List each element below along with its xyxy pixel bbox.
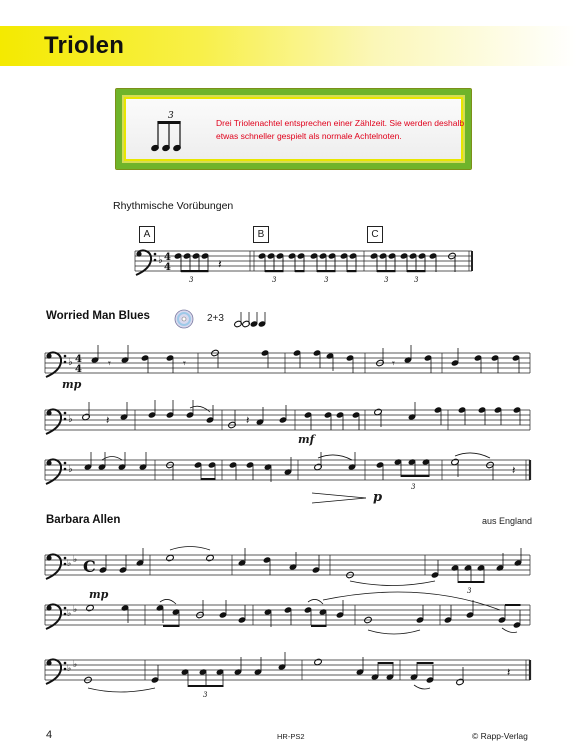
info-text: Drei Triolenachtel entsprechen einer Zählzeit. Sie werden deshalb etwas schneller gespielt als normale Achtelnoten.	[216, 118, 465, 141]
exercise-label-a: A	[139, 226, 155, 243]
dynamic-mf: mf	[298, 433, 315, 446]
dynamic-mp: mp	[62, 378, 82, 391]
barbara-staff-3	[45, 652, 530, 699]
svg-text:♭: ♭	[68, 357, 73, 368]
exercise-label-b: B	[253, 226, 269, 243]
svg-text:4: 4	[164, 252, 171, 263]
svg-text:♭: ♭	[158, 255, 163, 266]
svg-text:3: 3	[203, 691, 208, 699]
exercise-label-c: C	[367, 226, 383, 243]
svg-text:3: 3	[414, 276, 419, 284]
svg-text:C: C	[83, 557, 96, 576]
dynamic-p: p	[373, 490, 383, 505]
count-in-notes	[234, 312, 267, 328]
svg-text:3: 3	[272, 276, 277, 284]
svg-text:♭: ♭	[67, 664, 72, 674]
worried-staff-3	[45, 452, 530, 503]
exercise-b-notes	[258, 252, 358, 284]
exercise-staff	[135, 250, 472, 284]
svg-text:𝄽: 𝄽	[218, 257, 222, 271]
svg-text:3: 3	[189, 276, 194, 284]
svg-text:♭: ♭	[68, 464, 73, 475]
svg-text:3: 3	[384, 276, 389, 284]
svg-text:𝄽: 𝄽	[507, 666, 511, 679]
publisher: © Rapp-Verlag	[472, 731, 528, 741]
barbara-staff-2-notes	[86, 592, 522, 634]
svg-text:𝄽: 𝄽	[106, 414, 110, 427]
triplet-number: 3	[168, 111, 174, 121]
svg-text:𝄾: 𝄾	[183, 357, 186, 370]
dynamic-mp-barbara: mp	[89, 588, 109, 601]
svg-text:♭: ♭	[67, 609, 72, 619]
svg-text:4: 4	[75, 354, 82, 365]
worried-staff-1-notes	[91, 345, 521, 373]
count-in-text: 2+3	[207, 313, 224, 324]
barbara-title: Barbara Allen	[46, 514, 121, 526]
svg-text:♭: ♭	[67, 559, 72, 569]
cd-icon	[175, 310, 193, 328]
svg-text:3: 3	[324, 276, 329, 284]
barbara-staff-2	[45, 592, 530, 634]
svg-text:3: 3	[411, 483, 416, 491]
svg-text:3: 3	[467, 587, 472, 595]
exercise-c-notes	[370, 252, 457, 284]
svg-text:4: 4	[164, 262, 171, 273]
exercise-a-notes	[174, 252, 222, 284]
svg-text:4: 4	[75, 364, 82, 375]
barbara-staff-1-notes	[99, 547, 523, 596]
svg-text:♭: ♭	[68, 414, 73, 425]
svg-text:♭: ♭	[73, 660, 78, 670]
barbara-staff-3-notes	[84, 652, 511, 699]
svg-text:♭: ♭	[73, 605, 78, 615]
barbara-origin: aus England	[482, 516, 533, 526]
worried-staff-2	[45, 400, 530, 434]
svg-text:𝄾: 𝄾	[392, 357, 395, 370]
worried-title: Worried Man Blues	[46, 310, 150, 322]
edition-code: HR-PS2	[277, 732, 305, 741]
svg-text:𝄾: 𝄾	[108, 357, 111, 370]
worried-staff-1	[45, 345, 530, 377]
decrescendo-hairpin	[312, 493, 366, 503]
svg-text:𝄽: 𝄽	[246, 414, 250, 427]
svg-text:𝄽: 𝄽	[512, 464, 516, 477]
page-title: Triolen	[44, 32, 125, 59]
page-number: 4	[46, 729, 53, 741]
svg-text:♭: ♭	[73, 555, 78, 565]
exercises-title: Rhythmische Vorübungen	[113, 200, 234, 212]
barbara-staff-1	[45, 547, 530, 596]
